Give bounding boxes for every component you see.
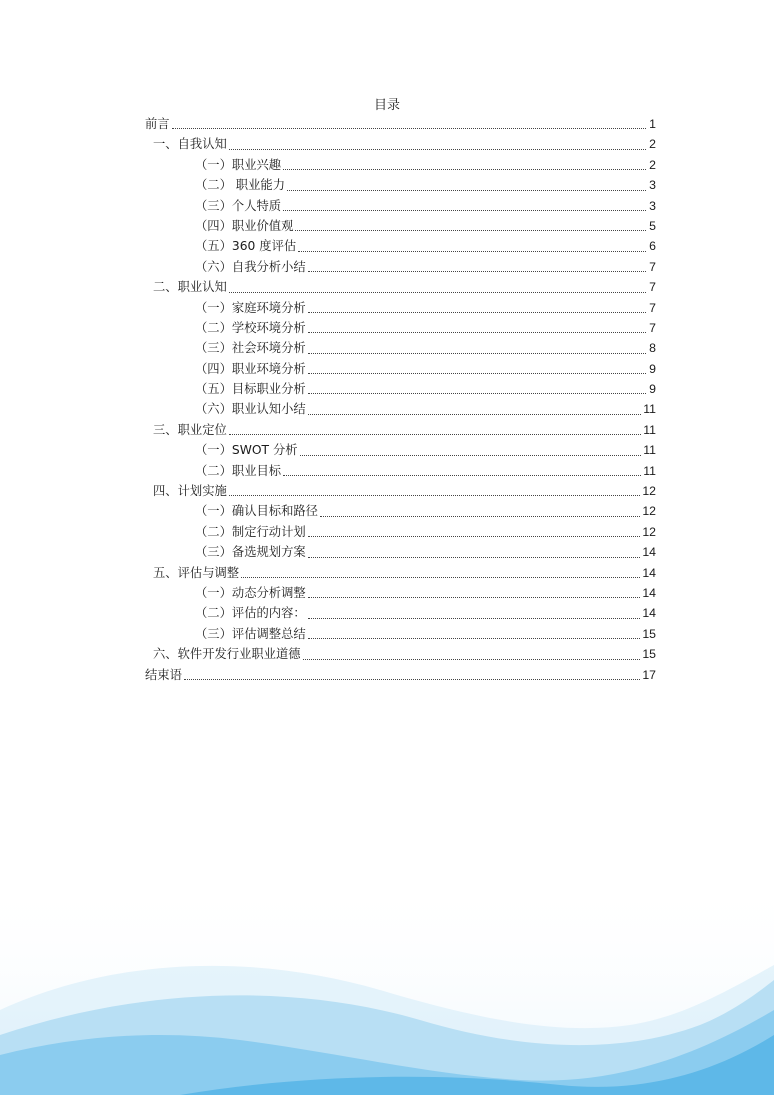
toc-entry[interactable] (145, 155, 656, 175)
toc-entry[interactable] (145, 563, 656, 583)
toc-entry[interactable] (145, 216, 656, 236)
toc-leader-dots (300, 454, 642, 456)
toc-entry-label: （一）动态分析调整 (195, 585, 306, 600)
toc-leader-dots (283, 474, 641, 476)
toc-entry-label: 结束语 (145, 667, 182, 682)
toc-entry-page-number: 14 (642, 585, 656, 600)
toc-entry[interactable] (145, 379, 656, 399)
toc-entry-page-number: 8 (649, 341, 656, 356)
toc-leader-dots (308, 556, 641, 558)
toc-leader-dots (308, 637, 641, 639)
toc-leader-dots (308, 352, 646, 354)
toc-entry[interactable] (145, 338, 656, 358)
toc-leader-dots (229, 494, 641, 496)
toc-entry-page-number: 12 (642, 504, 656, 519)
toc-entry-label: （六）职业认知小结 (195, 402, 306, 417)
toc-entry[interactable] (145, 501, 656, 521)
toc-leader-dots (308, 392, 646, 394)
toc-leader-dots (283, 168, 646, 170)
toc-entry-label: 一、自我认知 (153, 137, 227, 152)
toc-leader-dots (229, 291, 646, 293)
toc-entry-page-number: 6 (649, 239, 656, 254)
toc-entry[interactable] (145, 542, 656, 562)
toc-entry[interactable] (145, 277, 656, 297)
toc-entry-page-number: 7 (649, 320, 656, 335)
toc-leader-dots (283, 209, 646, 211)
toc-entry[interactable] (145, 440, 656, 460)
toc-entry-label: （二）职业目标 (195, 463, 282, 478)
toc-entry-page-number: 9 (649, 382, 656, 397)
toc-entry[interactable] (145, 399, 656, 419)
toc-leader-dots (229, 148, 646, 150)
toc-entry-label: （二）学校环境分析 (195, 320, 306, 335)
toc-title: 目录 (373, 98, 400, 113)
toc-entry-page-number: 14 (642, 606, 656, 621)
toc-entry-page-number: 2 (649, 157, 656, 172)
toc-entry-label: （四）职业环境分析 (195, 361, 306, 376)
toc-entry-label: （五）360 度评估 (195, 239, 297, 254)
toc-entry-page-number: 12 (642, 484, 656, 499)
toc-entry[interactable] (145, 196, 656, 216)
toc-entry[interactable] (145, 665, 656, 685)
toc-leader-dots (320, 515, 640, 517)
toc-entry-label: （一）职业兴趣 (195, 157, 282, 172)
toc-entry-page-number: 11 (643, 463, 656, 478)
toc-entry-page-number: 15 (642, 647, 656, 662)
toc-entry[interactable] (145, 134, 656, 154)
toc-leader-dots (308, 372, 646, 374)
toc-entry-label: 六、软件开发行业职业道德 (153, 647, 301, 662)
toc-entry[interactable] (145, 461, 656, 481)
toc-entry-label: （三）社会环境分析 (195, 341, 306, 356)
toc-entry-label: （一）确认目标和路径 (195, 504, 318, 519)
toc-leader-dots (308, 535, 641, 537)
toc-entry-page-number: 11 (643, 402, 656, 417)
toc-entry[interactable] (145, 236, 656, 256)
toc-entry-label: 四、计划实施 (153, 484, 227, 499)
toc-entry[interactable] (145, 481, 656, 501)
toc-entry-page-number: 14 (642, 565, 656, 580)
toc-entry-label: （五）目标职业分析 (195, 382, 306, 397)
toc-leader-dots (303, 658, 641, 660)
toc-leader-dots (308, 617, 641, 619)
toc-leader-dots (308, 331, 646, 333)
toc-entry-page-number: 2 (649, 137, 656, 152)
toc-entry-page-number: 11 (643, 443, 656, 458)
toc-entry-page-number: 7 (649, 300, 656, 315)
toc-leader-dots (184, 678, 640, 680)
toc-entry-label: （二）评估的内容： (195, 606, 306, 621)
toc-entry-label: 前言 (145, 117, 170, 131)
toc-leader-dots (308, 270, 646, 272)
toc-entry-label: （六）自我分析小结 (195, 259, 306, 274)
toc-leader-dots (241, 576, 640, 578)
toc-leader-dots (172, 127, 646, 129)
toc-leader-dots (298, 250, 646, 252)
toc-entry-label: （一）家庭环境分析 (195, 300, 306, 315)
toc-entry-page-number: 9 (649, 361, 656, 376)
toc-entry[interactable] (145, 583, 656, 603)
toc-entry-page-number: 7 (649, 280, 656, 295)
toc-leader-dots (308, 311, 646, 313)
toc-entry[interactable] (145, 175, 656, 195)
toc-leader-dots (308, 596, 641, 598)
toc-leader-dots (287, 189, 646, 191)
toc-entry-page-number: 12 (642, 524, 656, 539)
toc-entry-page-number: 3 (649, 198, 656, 213)
toc-entry[interactable] (145, 298, 656, 318)
toc-list (145, 114, 656, 685)
toc-entry-page-number: 1 (649, 117, 656, 131)
toc-entry[interactable] (145, 318, 656, 338)
toc-leader-dots (308, 413, 642, 415)
toc-entry-label: （四）职业价值观 (195, 218, 294, 233)
toc-entry[interactable] (145, 522, 656, 542)
wave-decoration (0, 835, 774, 1095)
toc-entry-page-number: 7 (649, 259, 656, 274)
toc-entry[interactable] (145, 359, 656, 379)
toc-entry-page-number: 3 (649, 178, 656, 193)
toc-entry-label: 五、评估与调整 (153, 565, 240, 580)
toc-entry[interactable] (145, 114, 656, 134)
toc-entry[interactable] (145, 624, 656, 644)
toc-entry[interactable] (145, 603, 656, 623)
toc-leader-dots (295, 229, 646, 231)
toc-entry-page-number: 15 (642, 626, 656, 641)
toc-leader-dots (229, 433, 641, 435)
toc-entry-label: （一）SWOT 分析 (195, 443, 298, 458)
toc-entry[interactable] (145, 644, 656, 664)
toc-entry[interactable] (145, 257, 656, 277)
toc-entry-label: 二、职业认知 (153, 280, 227, 295)
toc-entry-label: （三）备选规划方案 (195, 545, 306, 560)
toc-entry-page-number: 14 (642, 545, 656, 560)
toc-entry-page-number: 17 (642, 667, 656, 682)
toc-entry-label: （二）制定行动计划 (195, 524, 306, 539)
toc-entry-label: （三）评估调整总结 (195, 626, 306, 641)
toc-entry-page-number: 11 (643, 422, 656, 437)
toc-entry-page-number: 5 (649, 218, 656, 233)
toc-entry-label: （三）个人特质 (195, 198, 282, 213)
toc-entry[interactable] (145, 420, 656, 440)
toc-entry-label: （二） 职业能力 (195, 178, 285, 193)
toc-entry-label: 三、职业定位 (153, 422, 227, 437)
